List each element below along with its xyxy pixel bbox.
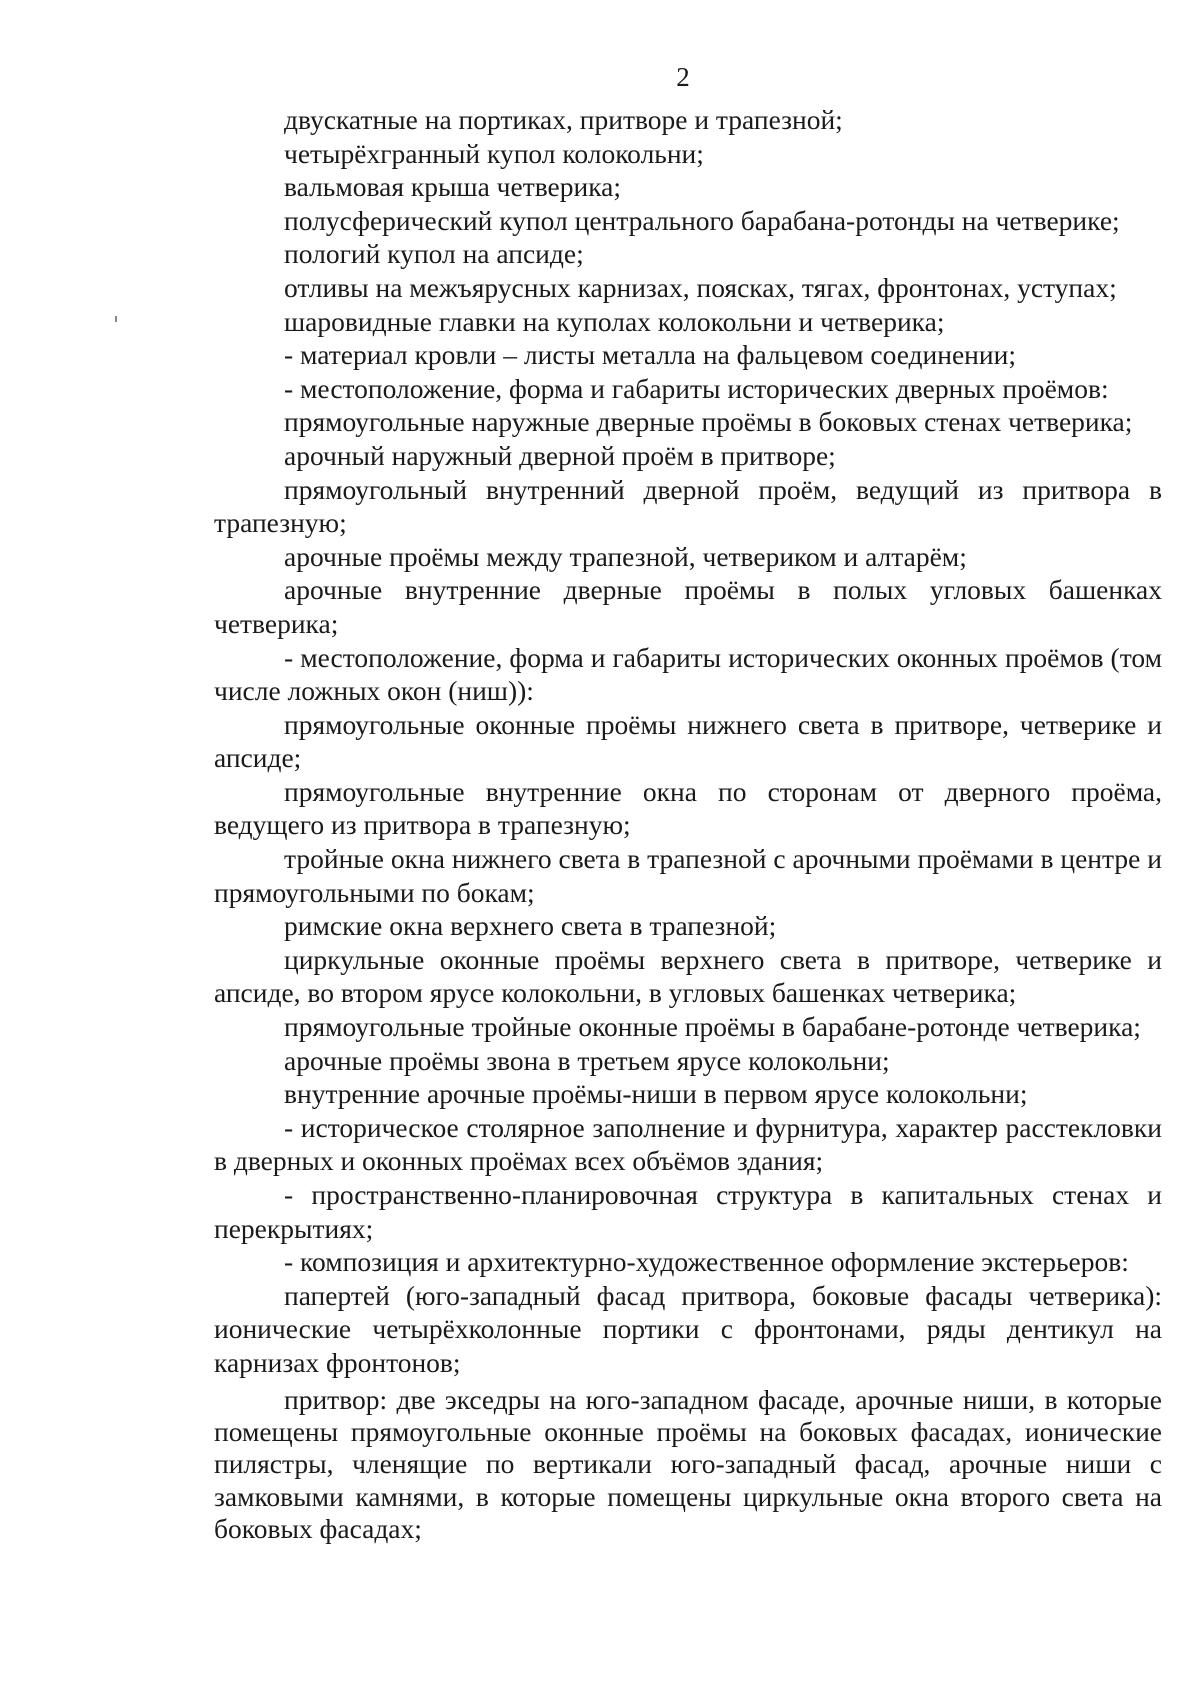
paragraph: тройные окна нижнего света в трапезной с арочными проёмами в центре и прямоугольными по бокам; — [214, 843, 1162, 908]
paragraph: шаровидные главки на куполах колокольни и четверика; — [284, 305, 945, 337]
list-item-joinery: - историческое столярное заполнение и фурнитура, характер расстекловки в дверных и оконных проёмах всех объёмов здания; — [214, 1111, 1162, 1177]
paragraph: притвор: две экседры на юго-западном фасаде, арочные ниши, в которые помещены прямоугольные оконные проёмы на боковых фасадах, ионические пилястры, членящие по вертикали юго-западный фасад, арочные ниши с замковыми камнями, в которые помещены циркульные окна второго света на боковых фасадах; — [214, 1383, 1162, 1545]
page-number: 2 — [676, 62, 690, 92]
paragraph: арочный наружный дверной проём в притворе; — [284, 439, 836, 471]
paragraph: арочные проёмы между трапезной, четвериком и алтарём; — [284, 540, 967, 572]
paragraph: циркульные оконные проёмы верхнего света в притворе, четверике и апсиде, во втором ярусе колокольни, в угловых башенках четверика; — [214, 943, 1162, 1009]
list-item-roof-material: - материал кровли – листы металла на фальцевом соединении; — [284, 339, 1016, 371]
paragraph: четырёхгранный купол колокольни; — [284, 137, 704, 169]
scan-artifact-mark — [115, 316, 117, 322]
paragraph: арочные внутренние дверные проёмы в полых угловых башенках четверика; — [214, 574, 1162, 639]
paragraph: прямоугольный внутренний дверной проём, ведущий из притвора в трапезную; — [214, 473, 1162, 539]
paragraph: внутренние арочные проёмы-ниши в первом ярусе колокольни; — [284, 1078, 1028, 1110]
list-item-planning-structure: - пространственно-планировочная структура в капитальных стенах и перекрытиях; — [214, 1179, 1162, 1244]
paragraph: прямоугольные внутренние окна по сторонам от дверного проёма, ведущего из притвора в трапезную; — [214, 775, 1162, 841]
paragraph: отливы на межъярусных карнизах, поясках, тягах, фронтонах, уступах; — [284, 271, 1117, 303]
paragraph: прямоугольные оконные проёмы нижнего света в притворе, четверике и апсиде; — [214, 708, 1162, 774]
paragraph: папертей (юго-западный фасад притвора, боковые фасады четверика): ионические четырёхколонные портики с фронтонами, ряды дентикул на карнизах фронтонов; — [214, 1279, 1162, 1378]
paragraph: вальмовая крыша четверика; — [284, 171, 622, 203]
paragraph: пологий купол на апсиде; — [284, 238, 584, 270]
list-item-window-openings: - местоположение, форма и габариты исторических оконных проёмов (том числе ложных окон (ниш)): — [214, 641, 1162, 707]
document-body — [214, 103, 1162, 1546]
paragraph: двускатные на портиках, притворе и трапезной; — [284, 104, 843, 135]
paragraph: прямоугольные наружные дверные проёмы в боковых стенах четверика; — [284, 406, 1133, 438]
paragraph: прямоугольные тройные оконные проёмы в барабане-ротонде четверика; — [284, 1011, 1141, 1043]
list-item-exterior-composition: - композиция и архитектурно-художественное оформление экстерьеров: — [284, 1246, 1129, 1278]
paragraph: римские окна верхнего света в трапезной; — [284, 910, 777, 942]
paragraph: арочные проёмы звона в третьем ярусе колокольни; — [284, 1044, 890, 1076]
list-item-door-openings: - местоположение, форма и габариты исторических дверных проёмов: — [284, 372, 1109, 404]
paragraph: полусферический купол центрального барабана-ротонды на четверике; — [284, 204, 1120, 236]
